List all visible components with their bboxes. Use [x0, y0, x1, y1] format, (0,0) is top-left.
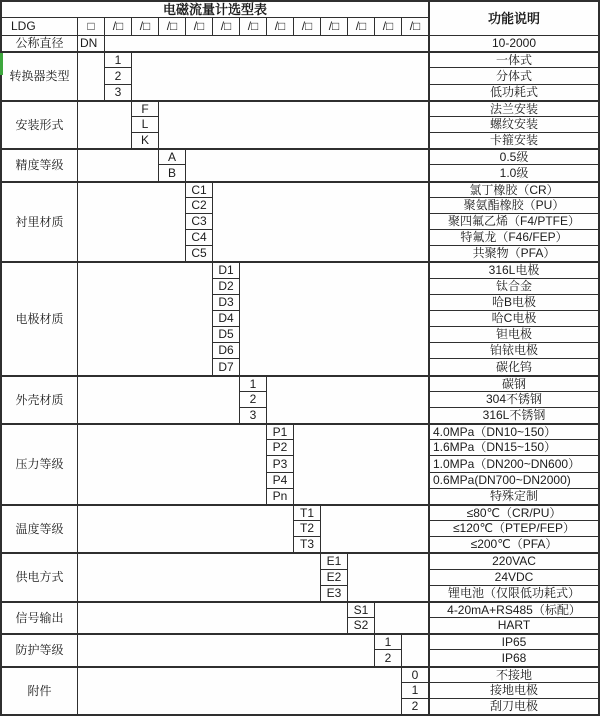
function-cell: 特殊定制	[430, 489, 598, 504]
code-cell: 0	[402, 668, 428, 682]
filler-cell	[78, 150, 158, 181]
function-cell: 10-2000	[430, 36, 598, 51]
function-cell: 氯丁橡胶（CR）	[430, 183, 598, 197]
code-cell: 2	[105, 68, 131, 84]
category-label: 信号输出	[2, 603, 77, 633]
table-title: 电磁流量计选型表	[2, 2, 428, 17]
filler-cell	[78, 603, 347, 633]
model-slot-cell: /□	[240, 18, 266, 35]
code-cell: 1	[240, 377, 266, 391]
code-cell: E3	[321, 586, 347, 601]
filler-cell	[78, 183, 185, 261]
function-cell: 哈C电极	[430, 311, 598, 326]
function-cell: 卡箍安装	[430, 133, 598, 148]
code-cell: C3	[186, 214, 212, 229]
category-label: 附件	[2, 668, 77, 714]
function-cell: 锂电池（仅限低功耗式）	[430, 586, 598, 601]
function-cell: 220VAC	[430, 554, 598, 569]
category-label: 公称直径	[2, 36, 77, 51]
function-cell: 4.0MPa（DN10~150）	[430, 425, 598, 439]
function-cell: 接地电极	[430, 683, 598, 698]
category-label: 电极材质	[2, 263, 77, 375]
filler-cell	[132, 53, 428, 100]
function-cell: 304不锈钢	[430, 392, 598, 407]
filler-cell	[78, 554, 320, 601]
code-cell: D5	[213, 327, 239, 342]
code-cell: T3	[294, 537, 320, 552]
left-edge-green-mark	[0, 53, 3, 75]
function-cell: 分体式	[430, 68, 598, 84]
model-slot-cell: /□	[213, 18, 239, 35]
filler-cell	[78, 668, 401, 714]
function-cell: 不接地	[430, 668, 598, 682]
code-cell: L	[132, 117, 158, 132]
function-cell: 聚四氟乙烯（F4/PTFE）	[430, 214, 598, 229]
code-cell: D6	[213, 343, 239, 358]
category-label: 压力等级	[2, 425, 77, 504]
filler-cell	[213, 183, 428, 261]
function-cell: 一体式	[430, 53, 598, 67]
code-cell: DN	[78, 36, 104, 51]
function-cell: ≤80℃（CR/PU）	[430, 506, 598, 520]
model-box-cell: □	[78, 18, 104, 35]
function-cell: ≤120℃（PTEP/FEP）	[430, 521, 598, 536]
category-label: 温度等级	[2, 506, 77, 552]
function-cell: 碳化钨	[430, 359, 598, 375]
filler-cell	[78, 506, 293, 552]
filler-cell	[375, 603, 428, 633]
filler-cell	[78, 53, 104, 100]
function-cell: 低功耗式	[430, 85, 598, 100]
function-cell: 碳钢	[430, 377, 598, 391]
code-cell: C4	[186, 230, 212, 245]
code-cell: D7	[213, 359, 239, 375]
code-cell: B	[159, 165, 185, 181]
function-cell: 钛合金	[430, 279, 598, 294]
function-cell: IP68	[430, 650, 598, 666]
function-cell: 1.0MPa（DN200~DN600）	[430, 456, 598, 472]
code-cell: 2	[375, 650, 401, 666]
function-cell: 1.0级	[430, 165, 598, 181]
category-label: 安装形式	[2, 102, 77, 148]
function-cell: 哈B电极	[430, 295, 598, 310]
code-cell: E1	[321, 554, 347, 569]
code-cell: Pn	[267, 489, 293, 504]
model-slot-cell: /□	[132, 18, 158, 35]
model-slot-cell: /□	[402, 18, 428, 35]
code-cell: D3	[213, 295, 239, 310]
model-slot-cell: /□	[294, 18, 320, 35]
code-cell: T2	[294, 521, 320, 536]
function-cell: ≤200℃（PFA）	[430, 537, 598, 552]
function-column-header: 功能说明	[430, 2, 598, 35]
model-slot-cell: /□	[159, 18, 185, 35]
filler-cell	[78, 635, 374, 666]
code-cell: 3	[240, 408, 266, 423]
function-cell: 0.6MPa(DN700~DN2000)	[430, 473, 598, 488]
function-cell: 0.5级	[430, 150, 598, 164]
code-cell: E2	[321, 570, 347, 585]
code-cell: C1	[186, 183, 212, 197]
filler-cell	[402, 635, 428, 666]
model-prefix-cell: LDG	[2, 18, 77, 35]
model-slot-cell: /□	[321, 18, 347, 35]
category-label: 精度等级	[2, 150, 77, 181]
code-cell: 2	[402, 699, 428, 714]
code-cell: C5	[186, 246, 212, 261]
code-cell: 2	[240, 392, 266, 407]
filler-cell	[78, 102, 131, 148]
code-cell: 1	[402, 683, 428, 698]
filler-cell	[321, 506, 428, 552]
category-label: 供电方式	[2, 554, 77, 601]
code-cell: T1	[294, 506, 320, 520]
function-cell: 铂铱电极	[430, 343, 598, 358]
function-cell: 聚氨酯橡胶（PU）	[430, 198, 598, 213]
category-label: 外壳材质	[2, 377, 77, 423]
code-cell: D2	[213, 279, 239, 294]
function-cell: 1.6MPa（DN15~150）	[430, 440, 598, 455]
code-cell: S2	[348, 618, 374, 633]
code-cell: P2	[267, 440, 293, 455]
filler-cell	[78, 263, 212, 375]
function-cell: 螺纹安装	[430, 117, 598, 132]
function-cell: HART	[430, 618, 598, 633]
code-cell: 3	[105, 85, 131, 100]
function-cell: 刮刀电极	[430, 699, 598, 714]
code-cell: P1	[267, 425, 293, 439]
model-slot-cell: /□	[267, 18, 293, 35]
model-slot-cell: /□	[105, 18, 131, 35]
code-cell: A	[159, 150, 185, 164]
code-cell: D4	[213, 311, 239, 326]
code-cell: 1	[105, 53, 131, 67]
model-slot-cell: /□	[186, 18, 212, 35]
function-cell: 钽电极	[430, 327, 598, 342]
filler-cell	[186, 150, 428, 181]
function-cell: 316L不锈钢	[430, 408, 598, 423]
model-slot-cell: /□	[348, 18, 374, 35]
function-cell: 共聚物（PFA）	[430, 246, 598, 261]
function-cell: IP65	[430, 635, 598, 649]
filler-cell	[159, 102, 428, 148]
function-cell: 24VDC	[430, 570, 598, 585]
category-label: 衬里材质	[2, 183, 77, 261]
category-label: 转换器类型	[2, 53, 77, 100]
category-label: 防护等级	[2, 635, 77, 666]
filler-cell	[105, 36, 428, 51]
model-slot-cell: /□	[375, 18, 401, 35]
code-cell: P4	[267, 473, 293, 488]
filler-cell	[78, 377, 239, 423]
filler-cell	[78, 425, 266, 504]
function-cell: 4-20mA+RS485（标配）	[430, 603, 598, 617]
code-cell: S1	[348, 603, 374, 617]
code-cell: P3	[267, 456, 293, 472]
code-cell: D1	[213, 263, 239, 278]
filler-cell	[267, 377, 428, 423]
filler-cell	[240, 263, 428, 375]
function-cell: 316L电极	[430, 263, 598, 278]
function-cell: 特氟龙（F46/FEP）	[430, 230, 598, 245]
code-cell: 1	[375, 635, 401, 649]
code-cell: K	[132, 133, 158, 148]
code-cell: C2	[186, 198, 212, 213]
function-cell: 法兰安装	[430, 102, 598, 116]
filler-cell	[294, 425, 428, 504]
code-cell: F	[132, 102, 158, 116]
filler-cell	[348, 554, 428, 601]
